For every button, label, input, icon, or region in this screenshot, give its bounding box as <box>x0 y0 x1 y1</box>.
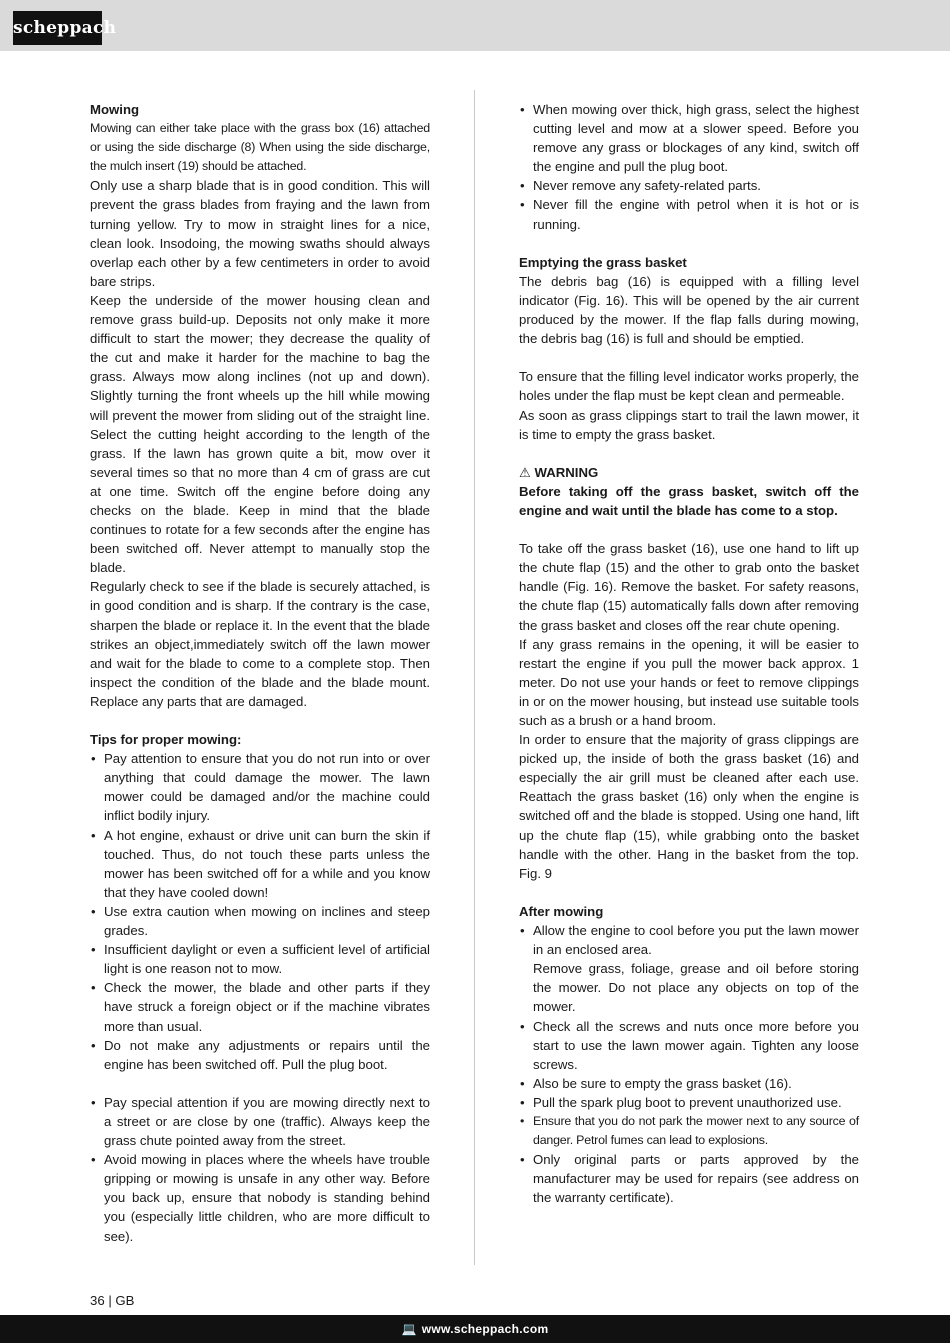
mowing-intro: Mowing can either take place with the grass box (16) attached or using the side discharge (8) When using the side discharge, the mulch insert (19) should be attached. <box>90 121 430 174</box>
after-mowing-list <box>519 921 859 1207</box>
brand-logo: scheppach <box>13 11 102 45</box>
after-mowing-heading: After mowing <box>519 903 604 919</box>
list-item: • Avoid mowing in places where the wheels have trouble gripping or mowing is unsafe in any other way. Before you back up, ensure that nobody is standing behind you (especially little children, who are more difficult to see). <box>90 1150 430 1245</box>
left-column <box>90 100 430 1246</box>
list-item-text: Remove grass, foliage, grease and oil before storing the mower. Do not place any objects on top of the mower. <box>533 961 859 1015</box>
list-item: • Check the mower, the blade and other parts if they have struck a foreign object or if the machine vibrates more than usual. <box>90 978 430 1035</box>
emptying-paragraph-1: The debris bag (16) is equipped with a filling level indicator (Fig. 16). This will be opened by the air current produced by the mower. If the flap falls during mowing, the debris bag (16) is full and should be emptied. <box>519 273 859 347</box>
removal-paragraph-1: To take off the grass basket (16), use one hand to lift up the chute flap (15) and the other to grab onto the basket handle (Fig. 16). Remove the basket. For safety reasons, the chute flap (15) automatically falls down after removing the grass basket and closes off the rear chute opening. <box>519 541 859 633</box>
page-number: 36 | GB <box>90 1293 135 1308</box>
website-link[interactable]: www.scheppach.com <box>421 1322 549 1336</box>
emptying-paragraph-2: To ensure that the filling level indicator works properly, the holes under the flap must be kept clean and permeable. <box>519 369 859 404</box>
computer-icon: 💻 <box>401 1322 417 1336</box>
list-item: • Also be sure to empty the grass basket (16). <box>519 1074 859 1093</box>
removal-paragraph-3: In order to ensure that the majority of grass clippings are picked up, the inside of both the grass basket (16) and especially the air grill must be cleaned after each use. Reattach the grass basket (16) only when the engine is switched off and the blade is stopped. Using one hand, lift up the chute flap (15), while grabbing onto the basket handle with the other. Hang in the basket from the top. Fig. 9 <box>519 732 859 881</box>
list-item: • Never remove any safety-related parts. <box>519 176 859 195</box>
mowing-paragraph-1: Only use a sharp blade that is in good condition. This will prevent the grass blades from fraying and the lawn from turning yellow. Try to mow in straight lines for a nice, clean look. Insodoing, the mowing swaths should always overlap each other by a few centimeters in order to avoid bare strips. <box>90 178 430 289</box>
tips-list <box>90 749 430 1074</box>
list-item: • Pay special attention if you are mowing directly next to a street or are close by one (traffic). Always keep the grass chute pointed away from the street. <box>90 1093 430 1150</box>
mowing-paragraph-2: Keep the underside of the mower housing clean and remove grass build-up. Deposits not only make it more difficult to start the mower; they decrease the quality of the cut and make it harder for the machine to bag the grass. Always mow along inclines (not up and down). Slightly turning the front wheels up the hill while mowing will prevent the mower from sliding out of the straight line. Select the cutting height according to the length of the grass. If the lawn has grown quite a bit, mow over it several times so that no more than 4 cm of grass are cut at one time. Switch off the engine before doing any checks on the blade. Keep in mind that the blade continues to rotate for a few seconds after the engine has been switched off. Never attempt to manually stop the blade. <box>90 292 430 576</box>
list-item: • Only original parts or parts approved by the manufacturer may be used for repairs (see address on the warranty certificate). <box>519 1150 859 1207</box>
right-column <box>519 100 859 1207</box>
warning-triangle-icon: ⚠ <box>519 464 531 480</box>
header-bar <box>0 0 950 51</box>
list-item: • When mowing over thick, high grass, select the highest cutting level and mow at a slower speed. Before you remove any grass or blockages of any kind, switch off the engine and pull the plug boot. <box>519 100 859 176</box>
list-item-text: Allow the engine to cool before you put the lawn mower in an enclosed area. <box>533 923 859 958</box>
emptying-heading: Emptying the grass basket <box>519 254 687 270</box>
list-item: • Pull the spark plug boot to prevent unauthorized use. <box>519 1093 859 1112</box>
tips-list-continued <box>519 100 859 234</box>
list-item: • Use extra caution when mowing on inclines and steep grades. <box>90 902 430 940</box>
list-item: • Insufficient daylight or even a sufficient level of artificial light is one reason not to mow. <box>90 940 430 978</box>
column-divider <box>474 90 475 1265</box>
list-item <box>519 921 859 1016</box>
tips-heading: Tips for proper mowing: <box>90 732 242 748</box>
list-item: • A hot engine, exhaust or drive unit can burn the skin if touched. Thus, do not touch these parts unless the mower has been switched off for a while and you know that they have cooled down! <box>90 826 430 902</box>
removal-paragraph-2: If any grass remains in the opening, it will be easier to restart the engine if you pull the mower back approx. 1 meter. Do not use your hands or feet to remove clippings in or on the mower housing, but instead use suitable tools such as a brush or a hand broom. <box>519 636 859 728</box>
warning-text: Before taking off the grass basket, switch off the engine and wait until the blade has come to a stop. <box>519 483 859 518</box>
list-item: • Ensure that you do not park the mower next to any source of danger. Petrol fumes can lead to explosions. <box>519 1112 859 1150</box>
mowing-heading: Mowing <box>90 102 140 117</box>
warning-title <box>519 463 859 482</box>
emptying-paragraph-3: As soon as grass clippings start to trail the lawn mower, it is time to empty the grass basket. <box>519 407 859 442</box>
list-item: • Pay attention to ensure that you do not run into or over anything that could damage the mower. The lawn mower could be damaged and/or the machine could inflict bodily injury. <box>90 749 430 825</box>
footer-bar <box>0 1315 950 1343</box>
mowing-paragraph-3: Regularly check to see if the blade is securely attached, is in good condition and is sharp. If the contrary is the case, sharpen the blade or replace it. In the event that the blade strikes an object,immediately switch off the lawn mower and wait for the blade to come to a complete stop. Then inspect the condition of the blade and the blade mount. Replace any parts that are damaged. <box>90 579 430 709</box>
list-item: • Never fill the engine with petrol when it is hot or is running. <box>519 195 859 233</box>
tips-list-2 <box>90 1093 430 1246</box>
list-item: • Check all the screws and nuts once more before you start to use the lawn mower again. Tighten any loose screws. <box>519 1017 859 1074</box>
warning-label: WARNING <box>534 464 599 480</box>
list-item: • Do not make any adjustments or repairs until the engine has been switched off. Pull the plug boot. <box>90 1036 430 1074</box>
